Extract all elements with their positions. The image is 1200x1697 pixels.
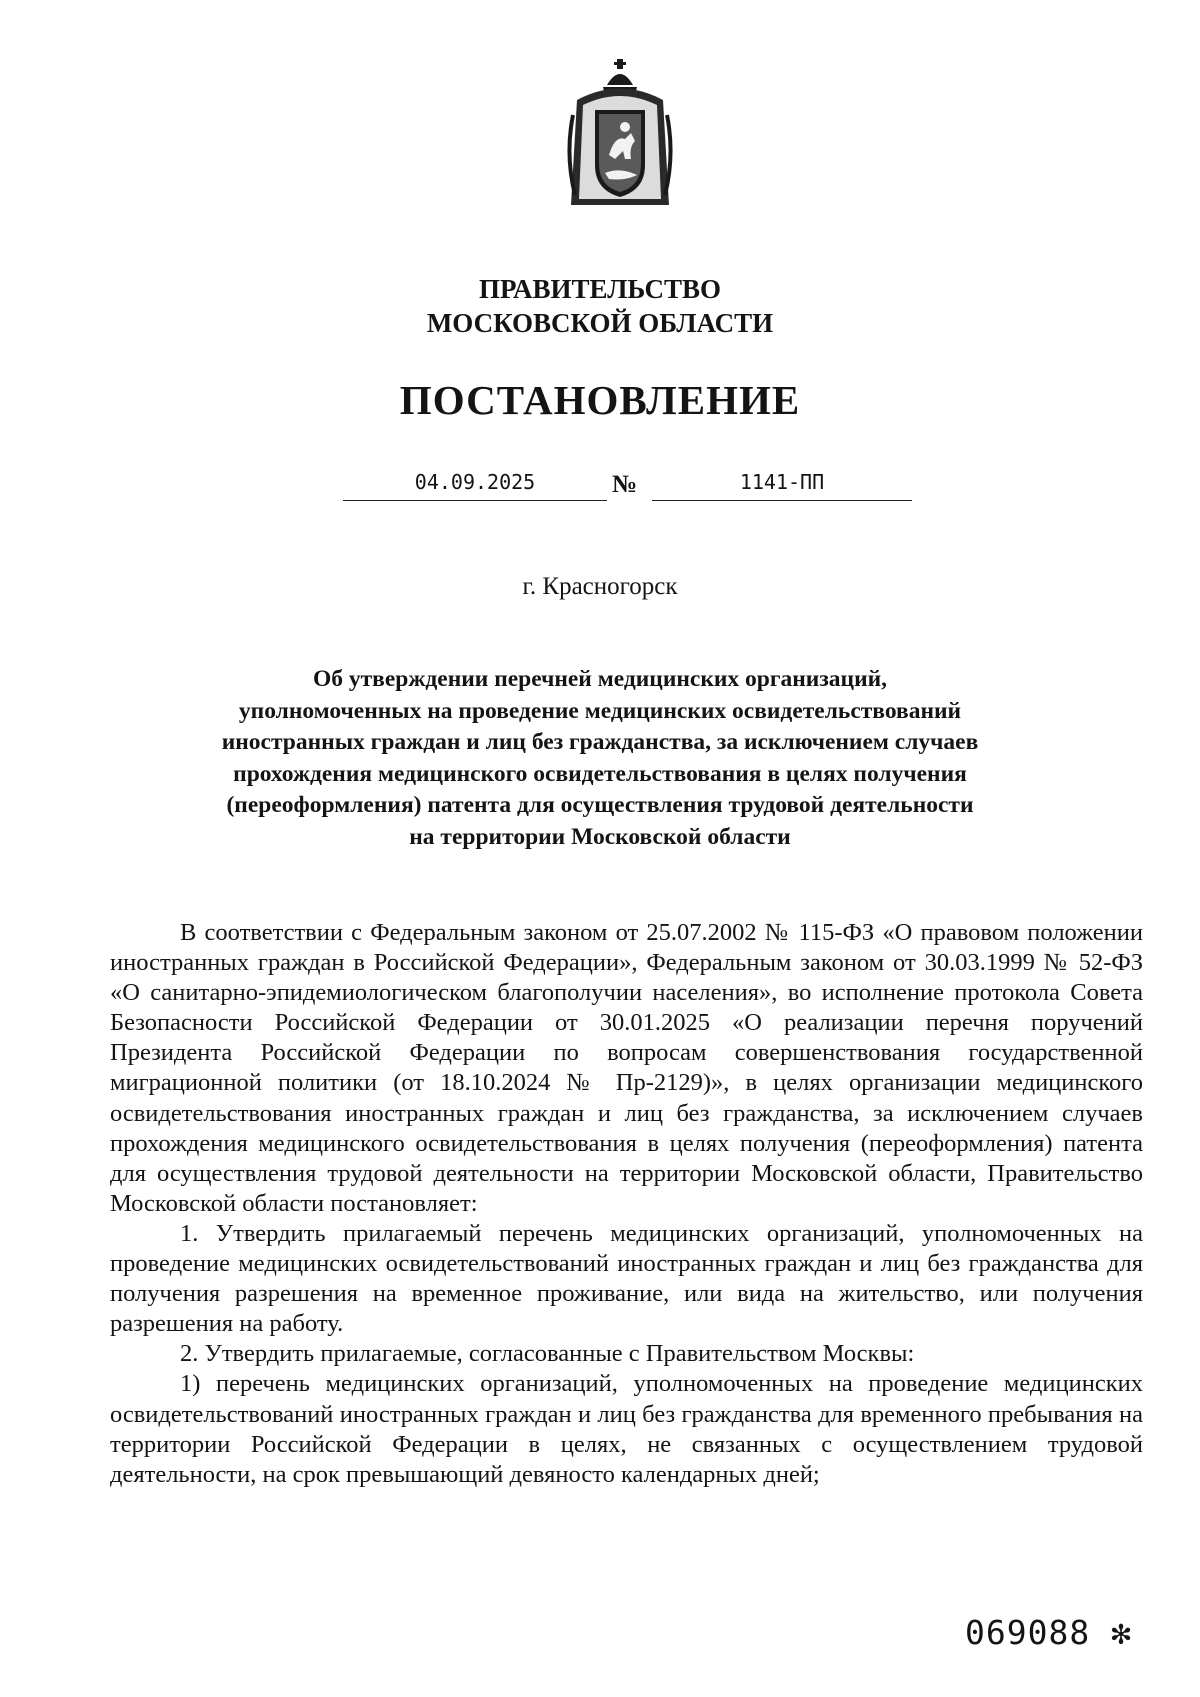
document-number: 1141-ПП (652, 470, 912, 501)
organization-name (0, 272, 1200, 340)
document-subject (0, 664, 1200, 853)
serial-number: 069088 (965, 1613, 1091, 1652)
serial-stamp (965, 1613, 1132, 1652)
document-body (110, 918, 1143, 1490)
city: г. Красногорск (522, 573, 678, 600)
body-paragraph-item-1: 1. Утвердить прилагаемый перечень медицинских организаций, уполномоченных на проведение медицинских освидетельствований иностранных граждан и лиц без гражданства для получения разрешения на временное проживание, или вида на жительство, или получения разрешения на работу. (110, 1219, 1143, 1338)
subject-line: (переоформления) патента для осуществления трудовой деятельности (226, 792, 974, 818)
subject-line: иностранных граждан и лиц без гражданства, за исключением случаев (221, 729, 979, 755)
document-date: 04.09.2025 (343, 470, 607, 501)
coat-of-arms-icon (565, 55, 675, 210)
document-type: ПОСТАНОВЛЕНИЕ (399, 377, 801, 423)
subject-line: Об утверждении перечней медицинских организаций, (312, 666, 888, 692)
body-paragraph-item-2: 2. Утвердить прилагаемые, согласованные с Правительством Москвы: (180, 1340, 915, 1368)
body-paragraph-subitem-1: 1) перечень медицинских организаций, уполномоченных на проведение медицинских освидетельствований иностранных граждан и лиц без гражданства для временного пребывания на территории Российской Федерации в целях, не связанных с осуществлением трудовой деятельности, на срок превышающий девяносто календарных дней; (110, 1370, 1143, 1488)
org-line-2: МОСКОВСКОЙ ОБЛАСТИ (426, 308, 774, 338)
subject-line: уполномоченных на проведение медицинских освидетельствований (238, 697, 962, 724)
number-sign: № (612, 471, 638, 498)
asterisk-mark-icon: ✻ (1111, 1613, 1132, 1652)
subject-line: прохождения медицинского освидетельствования в целях получения (233, 760, 967, 787)
org-line-1: ПРАВИТЕЛЬСТВО (478, 274, 722, 304)
subject-line: на территории Московской области (409, 823, 791, 850)
body-paragraph-preamble: В соответствии с Федеральным законом от 25.07.2002 № 115-ФЗ «О правовом положении иностранных граждан в Российской Федерации», Федеральным законом от 30.03.1999 № 52-ФЗ «О санитарно-эпидемиологическом благополучии населения», во исполнение протокола Совета Безопасности Российской Федерации от 30.01.2025 «О реализации перечня поручений Президента Российской Федерации по вопросам совершенствования государственной миграционной политики (от 18.10.2024 № Пр-2129)», в целях организации медицинского освидетельствования иностранных граждан и лиц без гражданства, за исключением случаев прохождения медицинского освидетельствования в целях получения (переоформления) патента для осуществления трудовой деятельности на территории Московской области, Правительство Московской области постановляет: (110, 919, 1143, 1217)
